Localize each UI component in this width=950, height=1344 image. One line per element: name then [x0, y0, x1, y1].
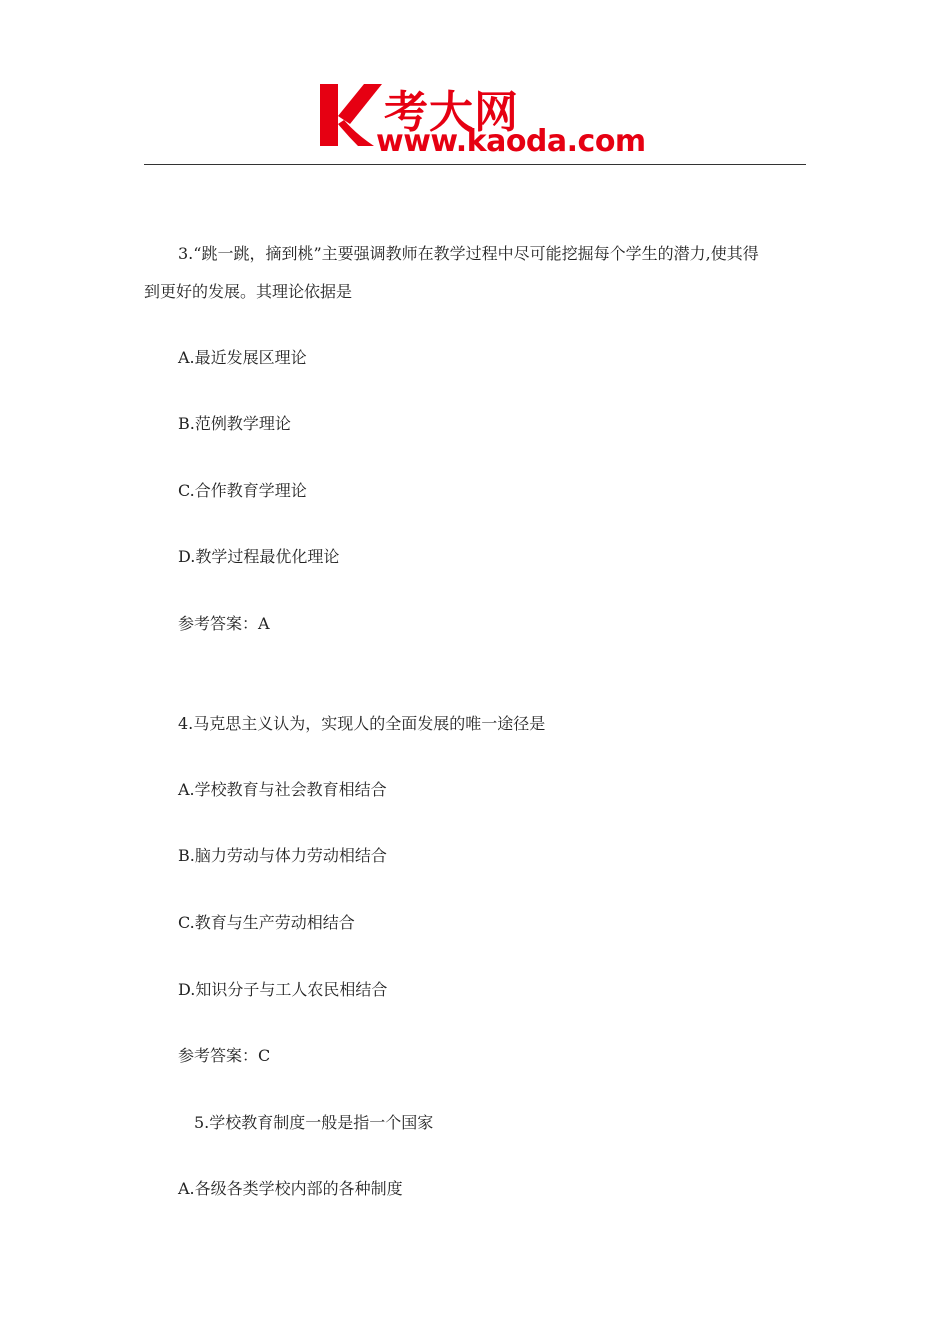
question-4-option-b: B.脑力劳动与体力劳动相结合 — [178, 846, 387, 865]
question-3-option-b: B.范例教学理论 — [178, 414, 291, 433]
question-3-answer: 参考答案：A — [178, 614, 270, 633]
header-divider — [144, 164, 806, 165]
question-4-option-c: C.教育与生产劳动相结合 — [178, 913, 355, 932]
question-5-option-a: A.各级各类学校内部的各种制度 — [178, 1179, 403, 1198]
k-logo-icon — [318, 80, 382, 150]
question-3-option-c: C.合作教育学理论 — [178, 481, 307, 500]
question-3-stem-line2: 到更好的发展。其理论依据是 — [144, 282, 353, 301]
question-4-stem: 4.马克思主义认为，实现人的全面发展的唯一途径是 — [178, 714, 546, 733]
question-4-answer: 参考答案：C — [178, 1046, 271, 1065]
question-3-stem-line1: 3.“跳一跳，摘到桃”主要强调教师在教学过程中尽可能挖掘每个学生的潜力,使其得 — [178, 244, 759, 263]
question-3-option-d: D.教学过程最优化理论 — [178, 547, 340, 566]
question-3-option-a: A.最近发展区理论 — [178, 348, 307, 367]
logo-chinese-name: 考大网 — [384, 87, 519, 138]
question-4-option-d: D.知识分子与工人农民相结合 — [178, 980, 388, 999]
kaoda-logo — [318, 80, 648, 162]
question-5-stem: 5.学校教育制度一般是指一个国家 — [194, 1113, 434, 1132]
question-4-option-a: A.学校教育与社会教育相结合 — [178, 780, 387, 799]
logo-url-text: www.kaoda.com — [376, 124, 646, 159]
page-header — [0, 0, 950, 170]
